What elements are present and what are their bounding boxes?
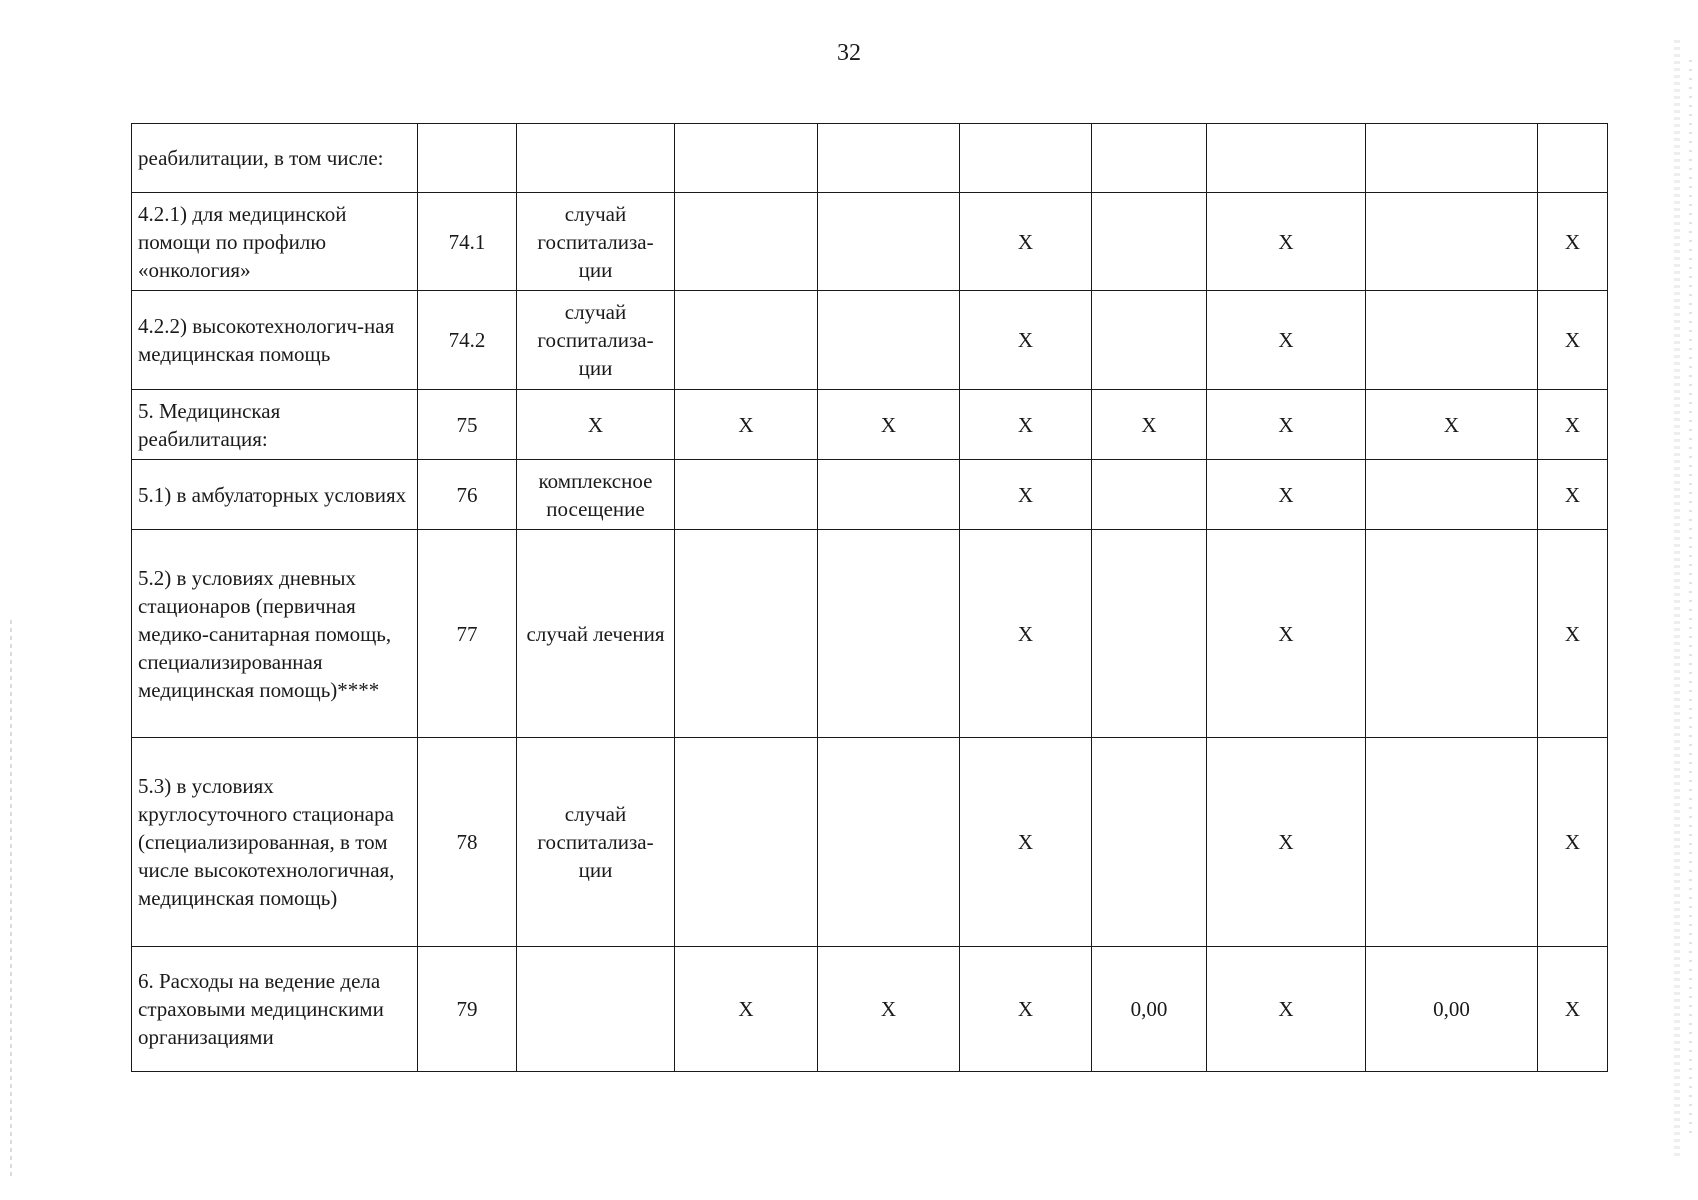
row-code-cell: 79 (418, 947, 517, 1072)
value-cell: X (1538, 530, 1608, 738)
value-cell: X (1207, 738, 1366, 947)
value-cell (1366, 738, 1538, 947)
value-cell (1366, 124, 1538, 193)
value-cell (818, 291, 960, 390)
row-unit-cell: случай госпитализа-ции (517, 193, 675, 291)
row-unit-cell: случай лечения (517, 530, 675, 738)
row-name-cell: 5.1) в амбулаторных условиях (132, 460, 418, 530)
value-cell: X (1207, 460, 1366, 530)
row-unit-cell (517, 124, 675, 193)
row-unit-cell: X (517, 390, 675, 460)
value-cell (1092, 530, 1207, 738)
value-cell: X (960, 193, 1092, 291)
value-cell (1207, 124, 1366, 193)
row-unit-cell: комплексное посещение (517, 460, 675, 530)
table-row (132, 738, 1608, 947)
value-cell: X (960, 738, 1092, 947)
value-cell (675, 193, 818, 291)
table-row (132, 947, 1608, 1072)
row-unit-cell: случай госпитализа-ции (517, 738, 675, 947)
value-cell: X (1207, 193, 1366, 291)
value-cell (818, 738, 960, 947)
table-row (132, 124, 1608, 193)
value-cell (675, 460, 818, 530)
row-code-cell: 74.2 (418, 291, 517, 390)
value-cell (675, 738, 818, 947)
value-cell (1092, 291, 1207, 390)
row-name-cell: 4.2.2) высокотехнологич-ная медицинская помощь (132, 291, 418, 390)
table-row (132, 193, 1608, 291)
value-cell: X (1538, 738, 1608, 947)
scan-artifact (1689, 60, 1692, 1140)
value-cell: X (1538, 390, 1608, 460)
row-unit-cell (517, 947, 675, 1072)
row-code-cell: 77 (418, 530, 517, 738)
row-code-cell: 76 (418, 460, 517, 530)
data-table (131, 123, 1608, 1072)
value-cell: X (1538, 460, 1608, 530)
row-name-cell: 4.2.1) для медицинской помощи по профилю «онкология» (132, 193, 418, 291)
value-cell: X (1207, 947, 1366, 1072)
value-cell: X (960, 390, 1092, 460)
value-cell: X (818, 947, 960, 1072)
value-cell: X (675, 390, 818, 460)
value-cell: X (1538, 291, 1608, 390)
table-row (132, 291, 1608, 390)
value-cell: X (818, 390, 960, 460)
value-cell (818, 193, 960, 291)
value-cell (1092, 193, 1207, 291)
value-cell: X (1207, 530, 1366, 738)
value-cell (818, 124, 960, 193)
value-cell (1366, 291, 1538, 390)
value-cell (675, 530, 818, 738)
value-cell: X (1366, 390, 1538, 460)
scan-artifact (1674, 40, 1680, 1160)
value-cell: X (1207, 390, 1366, 460)
row-code-cell: 74.1 (418, 193, 517, 291)
value-cell: 0,00 (1366, 947, 1538, 1072)
scan-artifact (10, 620, 12, 1180)
value-cell: X (1092, 390, 1207, 460)
value-cell: X (1538, 193, 1608, 291)
value-cell (1538, 124, 1608, 193)
row-name-cell: 6. Расходы на ведение дела страховыми медицинскими организациями (132, 947, 418, 1072)
row-name-cell: 5. Медицинская реабилитация: (132, 390, 418, 460)
value-cell: X (960, 291, 1092, 390)
value-cell: X (1538, 947, 1608, 1072)
row-name-cell: 5.3) в условиях круглосуточного стационара (специализированная, в том числе высокотехнологичная, медицинская помощь) (132, 738, 418, 947)
value-cell: X (960, 530, 1092, 738)
row-unit-cell: случай госпитализа-ции (517, 291, 675, 390)
value-cell (675, 124, 818, 193)
value-cell: X (1207, 291, 1366, 390)
value-cell (818, 530, 960, 738)
value-cell (960, 124, 1092, 193)
value-cell (1092, 738, 1207, 947)
value-cell (1092, 460, 1207, 530)
value-cell: 0,00 (1092, 947, 1207, 1072)
row-name-cell: реабилитации, в том числе: (132, 124, 418, 193)
value-cell (1092, 124, 1207, 193)
page-number: 32 (837, 40, 861, 66)
value-cell (675, 291, 818, 390)
row-code-cell: 75 (418, 390, 517, 460)
value-cell (818, 460, 960, 530)
row-code-cell (418, 124, 517, 193)
value-cell (1366, 460, 1538, 530)
row-code-cell: 78 (418, 738, 517, 947)
value-cell: X (675, 947, 818, 1072)
value-cell: X (960, 460, 1092, 530)
value-cell: X (960, 947, 1092, 1072)
value-cell (1366, 193, 1538, 291)
table-row (132, 530, 1608, 738)
table-row (132, 390, 1608, 460)
row-name-cell: 5.2) в условиях дневных стационаров (первичная медико-санитарная помощь, специализированная медицинская помощь)**** (132, 530, 418, 738)
value-cell (1366, 530, 1538, 738)
table-row (132, 460, 1608, 530)
